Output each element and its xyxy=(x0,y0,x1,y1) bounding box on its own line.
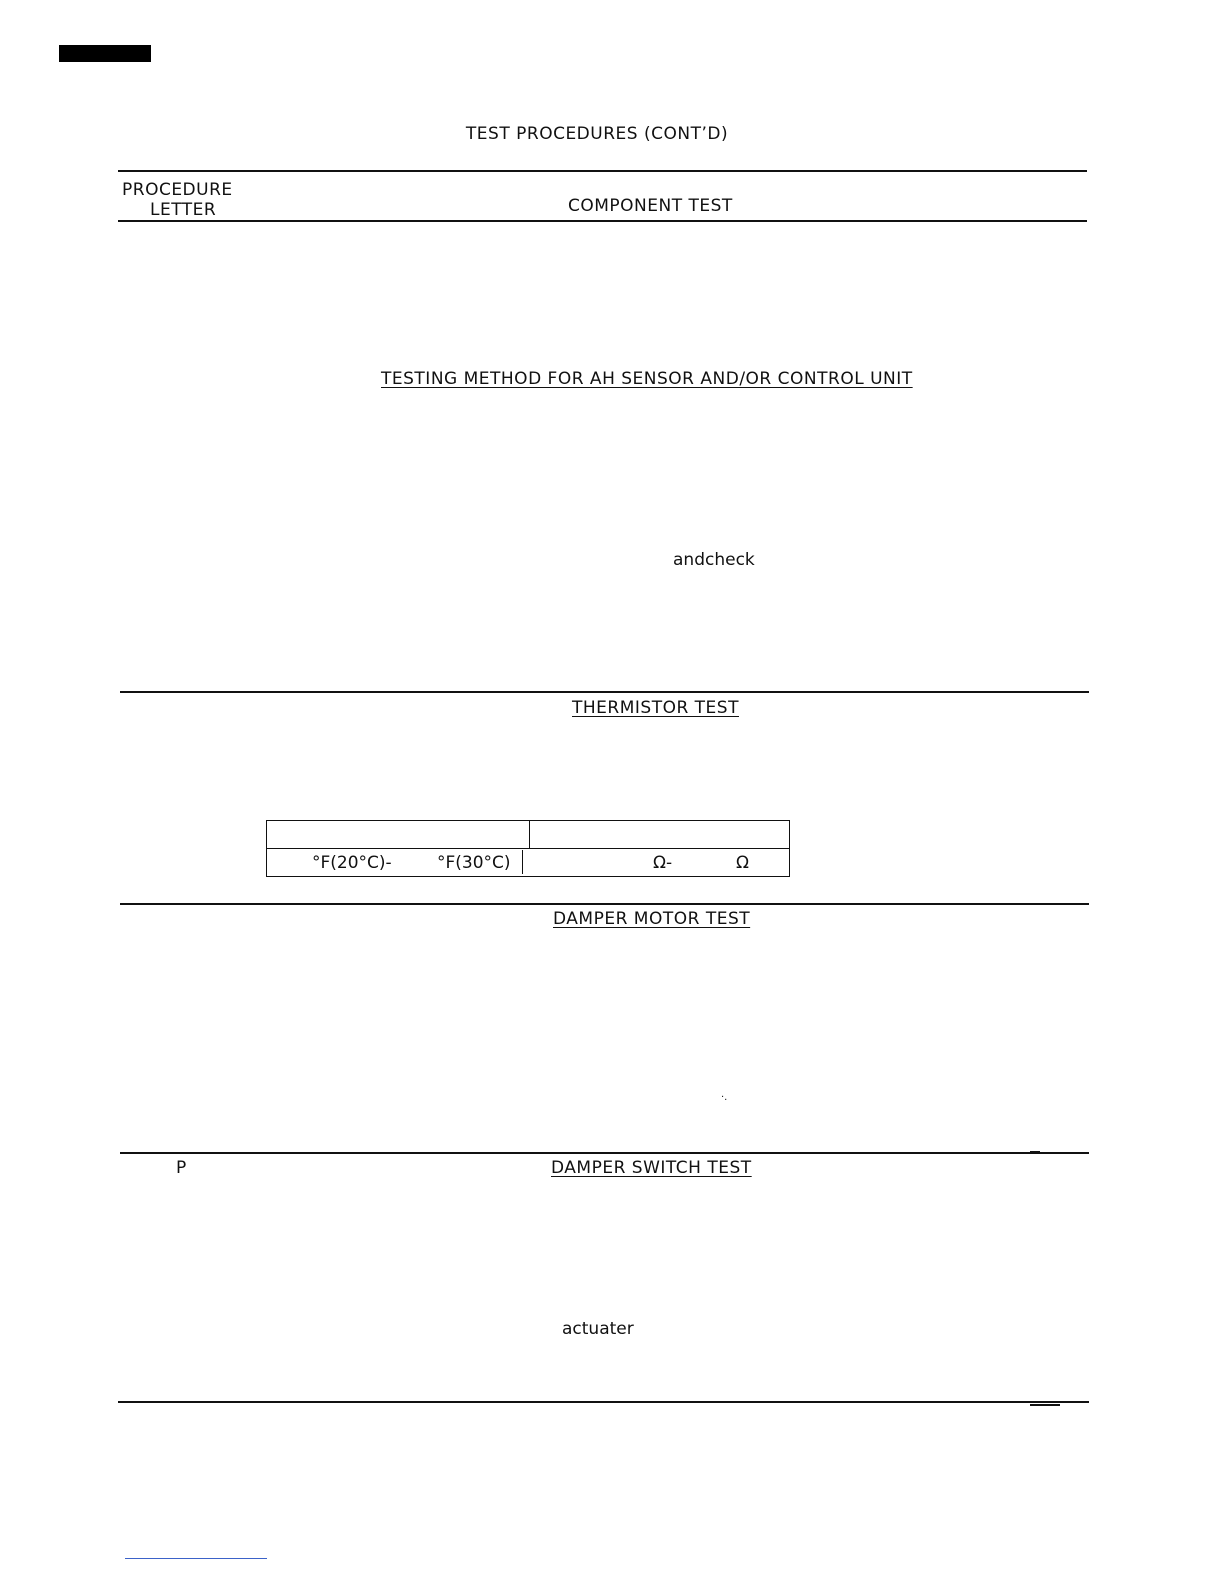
damper-switch-heading: DAMPER SWITCH TEST xyxy=(551,1158,752,1178)
ah-sensor-heading: TESTING METHOD FOR AH SENSOR AND/OR CONTROL UNIT xyxy=(381,369,913,389)
page-corner-tab xyxy=(59,45,151,62)
resistance-low-cell: Ω- xyxy=(653,853,673,873)
procedure-letter-p: P xyxy=(176,1158,187,1178)
resistance-high-cell: Ω xyxy=(736,853,749,873)
temperature-low-cell: °F(20°C)- xyxy=(312,853,392,873)
temperature-high-cell: °F(30°C) xyxy=(437,853,511,873)
table-cell-divider-mark xyxy=(522,850,523,874)
procedure-letter-header-line1: PROCEDURE xyxy=(122,180,233,200)
section-divider-thermistor xyxy=(120,691,1089,693)
bottom-rule xyxy=(118,1401,1089,1403)
component-test-header: COMPONENT TEST xyxy=(568,196,733,216)
footer-underline-mark xyxy=(125,1558,267,1559)
bottom-rule-artifact xyxy=(1030,1404,1060,1406)
table-column-divider xyxy=(529,821,530,848)
section-divider-damper-motor xyxy=(120,903,1089,905)
page-title: TEST PROCEDURES (CONT’D) xyxy=(465,124,729,144)
damper-motor-heading: DAMPER MOTOR TEST xyxy=(553,909,751,929)
stray-mark: ·. xyxy=(721,1092,728,1103)
thermistor-resistance-table xyxy=(266,820,790,877)
table-row-divider xyxy=(267,848,789,849)
damper-switch-text-fragment: actuater xyxy=(562,1319,634,1339)
section-divider-damper-switch xyxy=(120,1152,1089,1154)
header-bottom-rule xyxy=(118,220,1087,222)
header-top-rule xyxy=(118,170,1087,172)
scan-artifact-mark xyxy=(1030,1151,1040,1153)
procedure-letter-header-line2: LETTER xyxy=(150,200,217,220)
thermistor-heading: THERMISTOR TEST xyxy=(572,698,739,718)
ah-sensor-text-fragment: andcheck xyxy=(673,550,755,570)
